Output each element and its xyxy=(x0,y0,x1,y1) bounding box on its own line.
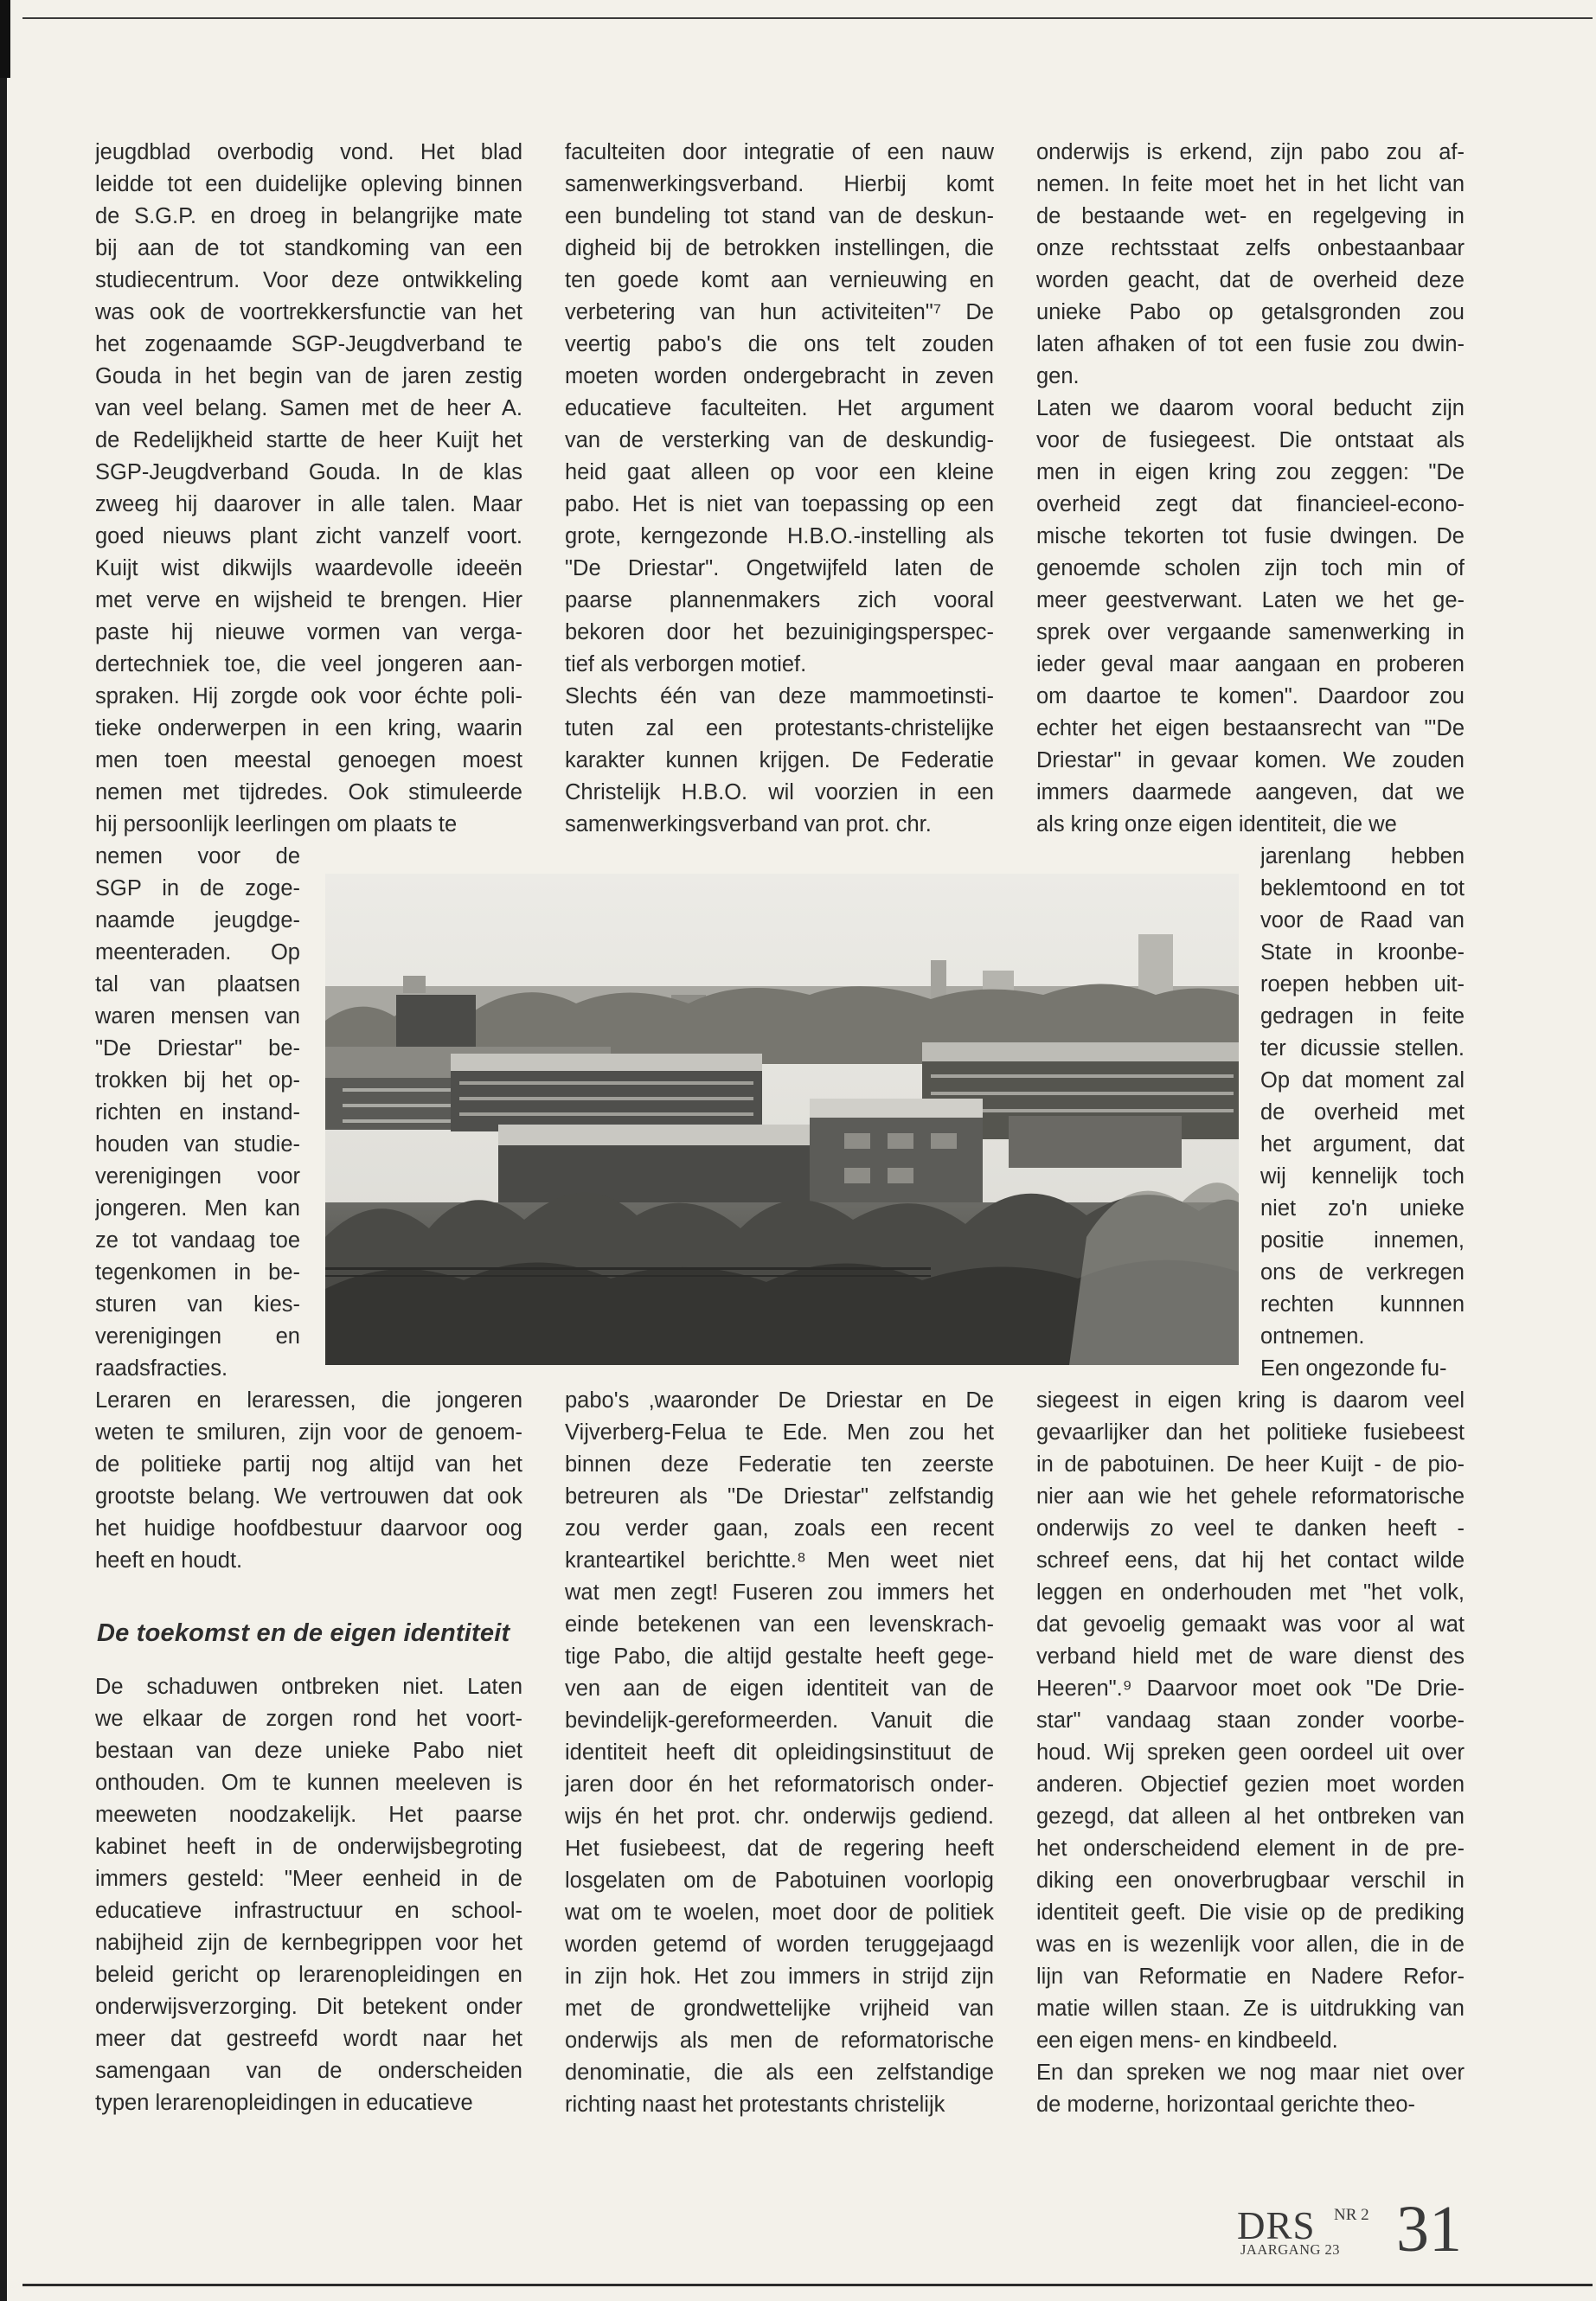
text-line: anderen. Objectief gezien moet worden xyxy=(1036,1772,1465,1797)
section-heading: De toekomst en de eigen identiteit xyxy=(97,1619,510,1647)
text-line: trokken bij het op- xyxy=(95,1068,300,1093)
page-corner-shadow xyxy=(0,0,10,78)
text-line: nier aan wie het gehele reformatorische xyxy=(1036,1484,1465,1509)
text-line: goed nieuws plant zicht vanzelf voort. xyxy=(95,524,522,548)
text-line: positie innemen, xyxy=(1260,1228,1465,1253)
text-line: "De Driestar" be- xyxy=(95,1036,300,1061)
text-line: voor de Raad van xyxy=(1260,908,1465,933)
text-line: dertechniek toe, die veel jongeren aan- xyxy=(95,652,522,676)
text-line: de moderne, horizontaal gerichte theo- xyxy=(1036,2093,1416,2117)
text-line: verband hield met de ware dienst des xyxy=(1036,1644,1465,1669)
text-line: studiecentrum. Voor deze ontwikkeling xyxy=(95,268,522,292)
text-line: losgelaten om de Pabotuinen voorlopig xyxy=(565,1868,994,1893)
text-line: mische tekorten tot fusie dwingen. De xyxy=(1036,524,1465,548)
text-line: samenwerkingsverband. Hierbij komt xyxy=(565,172,994,196)
text-line: tief als verborgen motief. xyxy=(565,652,807,676)
column-1-bottom xyxy=(95,1671,522,2119)
text-line: met verve en wijsheid te brengen. Hier xyxy=(95,588,522,612)
text-line: onthouden. Om te kunnen meeleven is xyxy=(95,1771,522,1795)
text-line: onderwijs als men de reformatorische xyxy=(565,2029,994,2053)
text-line: wij kennelijk toch xyxy=(1260,1164,1465,1189)
text-line: ter dicussie stellen. xyxy=(1260,1036,1465,1061)
text-line: meenteraden. Op xyxy=(95,940,300,965)
text-line: de overheid met xyxy=(1260,1100,1465,1125)
text-line: diking een onoverbrugbaar verschil in xyxy=(1036,1868,1465,1893)
text-line: moeten worden ondergebracht in zeven xyxy=(565,364,994,388)
text-line: heeft en houdt. xyxy=(95,1548,243,1573)
text-line: nemen met tijdredes. Ook stimuleerde xyxy=(95,780,522,804)
text-line: men toen meestal genoegen moest xyxy=(95,748,522,772)
text-line: jarenlang hebben xyxy=(1260,844,1465,868)
text-line: Christelijk H.B.O. wil voorzien in een xyxy=(565,780,994,804)
page-number: 31 xyxy=(1396,2193,1462,2266)
text-line: Driestar" in gevaar komen. We zouden xyxy=(1036,748,1465,772)
text-line: bij aan de tot standkoming van een xyxy=(95,236,522,260)
text-line: het onderscheidend element in de pre- xyxy=(1036,1836,1465,1861)
column-3-top xyxy=(1036,137,1465,841)
text-line: zou verder gaan, zoals een recent xyxy=(565,1516,994,1541)
page-bottom-rule xyxy=(22,2284,1593,2286)
text-line: het huidige hoofdbestuur daarvoor oog xyxy=(95,1516,522,1541)
column-2-bottom xyxy=(565,1385,994,2121)
text-line: matie willen staan. Ze is uitdrukking van xyxy=(1036,1997,1465,2021)
text-line: leggen en onderhouden met "het volk, xyxy=(1036,1580,1465,1605)
text-line: faculteiten door integratie of een nauw xyxy=(565,140,994,164)
text-line: tuten zal een protestants-christelijke xyxy=(565,716,994,740)
text-line: karakter kunnen krijgen. De Federatie xyxy=(565,748,994,772)
text-line: samenwerkingsverband van prot. chr. xyxy=(565,812,932,836)
text-line: grootste belang. We vertrouwen dat ook xyxy=(95,1484,522,1509)
text-line: verbetering van hun activiteiten"⁷ De xyxy=(565,300,994,324)
text-line: echter het eigen bestaansrecht van "'De xyxy=(1036,716,1465,740)
text-line: richting naast het protestants christelijk xyxy=(565,2093,945,2117)
text-line: educatieve faculteiten. Het argument xyxy=(565,396,994,420)
text-line: de politieke partij nog altijd van het xyxy=(95,1452,522,1477)
text-line: was en is wezenlijk voor allen, die in de xyxy=(1036,1932,1465,1957)
text-line: was ook de voortrekkersfunctie van het xyxy=(95,300,522,324)
text-line: van veel belang. Samen met de heer A. xyxy=(95,396,522,420)
text-line: met de grondwettelijke vrijheid van xyxy=(565,1997,994,2021)
text-line: tieke onderwerpen in een kring, waarin xyxy=(95,716,522,740)
text-line: raadsfracties. xyxy=(95,1356,228,1381)
text-line: Het fusiebeest, dat de regering heeft xyxy=(565,1836,994,1861)
text-line: educatieve infrastructuur en school- xyxy=(95,1899,522,1923)
text-line: identiteit heeft dit opleidingsinstituut de xyxy=(565,1740,994,1765)
text-line: nabijheid zijn de kernbegrippen voor het xyxy=(95,1931,522,1955)
text-line: SGP-Jeugdverband Gouda. In de klas xyxy=(95,460,522,484)
text-line: bekoren door het bezuinigingsperspec- xyxy=(565,620,994,644)
text-line: niet zo'n unieke xyxy=(1260,1196,1465,1221)
text-line: laten afhaken of tot een fusie zou dwin- xyxy=(1036,332,1465,356)
text-line: betreuren als "De Driestar" zelfstandig xyxy=(565,1484,994,1509)
text-line: meer geestverwant. Laten we het ge- xyxy=(1036,588,1465,612)
text-line: kabinet heeft in de onderwijsbegroting xyxy=(95,1835,522,1859)
text-line: voor de fusiegeest. Die ontstaat als xyxy=(1036,428,1465,452)
page-top-rule xyxy=(22,17,1593,19)
text-line: jongeren. Men kan xyxy=(95,1196,300,1221)
text-line: een bundeling tot stand van de deskun- xyxy=(565,204,994,228)
text-line: State in kroonbe- xyxy=(1260,940,1465,965)
column-3-bottom xyxy=(1036,1385,1465,2121)
text-line: beleid gericht op lerarenopleidingen en xyxy=(95,1963,522,1987)
text-line: we elkaar de zorgen rond het voort- xyxy=(95,1707,522,1731)
text-line: onze rechtsstaat zelfs onbestaanbaar xyxy=(1036,236,1465,260)
page-footer xyxy=(1237,2193,1497,2266)
text-line: naamde jeugdge- xyxy=(95,908,300,933)
text-line: kranteartikel berichtte.⁸ Men weet niet xyxy=(565,1548,994,1573)
column-1-top xyxy=(95,137,522,841)
text-line: pabo. Het is niet van toepassing op een xyxy=(565,492,994,516)
text-line: nemen. In feite moet het in het licht van xyxy=(1036,172,1465,196)
text-line: wat om te woelen, moet door de politiek xyxy=(565,1900,994,1925)
text-line: immers daarmede aangeven, dat we xyxy=(1036,780,1465,804)
text-line: de Redelijkheid startte de heer Kuijt het xyxy=(95,428,522,452)
campus-photo xyxy=(325,874,1239,1365)
text-line: zweeg hij daarover in alle talen. Maar xyxy=(95,492,522,516)
text-line: verenigingen en xyxy=(95,1324,300,1349)
text-line: in zijn hok. Het zou immers in strijd zijn xyxy=(565,1965,994,1989)
text-line: ven aan de eigen identiteit van de xyxy=(565,1676,994,1701)
column-1-after-photo xyxy=(95,1385,522,1577)
text-line: worden geacht, dat de overheid deze xyxy=(1036,268,1465,292)
text-line: spraken. Hij zorgde ook voor échte poli- xyxy=(95,684,522,708)
text-line: dat gevoelig gemaakt was voor al wat xyxy=(1036,1612,1465,1637)
text-line: beklemtoond en tot xyxy=(1260,876,1465,901)
text-line: houd. Wij spreken geen oordeel uit over xyxy=(1036,1740,1465,1765)
text-line: binnen deze Federatie ten zeerste xyxy=(565,1452,994,1477)
text-line: bevindelijk-gereformeerden. Vanuit die xyxy=(565,1708,994,1733)
text-line: immers gesteld: "Meer eenheid in de xyxy=(95,1867,522,1891)
text-line: richten en instand- xyxy=(95,1100,300,1125)
text-line: denominatie, die als een zelfstandige xyxy=(565,2061,994,2085)
text-line: als kring onze eigen identiteit, die we xyxy=(1036,812,1397,836)
text-line: jeugdblad overbodig vond. Het blad xyxy=(95,140,522,164)
text-line: identiteit geeft. Die visie op de prediking xyxy=(1036,1900,1465,1925)
text-line: Leraren en leraressen, die jongeren xyxy=(95,1388,522,1413)
text-line: En dan spreken we nog maar niet over xyxy=(1036,2061,1465,2085)
text-line: gevaarlijker dan het politieke fusiebeest xyxy=(1036,1420,1465,1445)
text-line: houden van studie- xyxy=(95,1132,300,1157)
text-line: gezegd, dat alleen al het ontbreken van xyxy=(1036,1804,1465,1829)
text-line: ze tot vandaag toe xyxy=(95,1228,300,1253)
text-line: worden getemd of worden teruggejaagd xyxy=(565,1932,994,1957)
text-line: Gouda in het begin van de jaren zestig xyxy=(95,364,522,388)
text-line: ons de verkregen xyxy=(1260,1260,1465,1285)
text-line: sturen van kies- xyxy=(95,1292,300,1317)
text-line: het zogenaamde SGP-Jeugdverband te xyxy=(95,332,522,356)
text-line: rechten kunnnen xyxy=(1260,1292,1465,1317)
text-line: siegeest in eigen kring is daarom veel xyxy=(1036,1388,1465,1413)
text-line: ontnemen. xyxy=(1260,1324,1365,1349)
text-line: tige Pabo, die altijd gestalte heeft gege- xyxy=(565,1644,994,1669)
text-line: Kuijt wist dikwijls waardevolle ideeën xyxy=(95,556,522,580)
text-line: gedragen in feite xyxy=(1260,1004,1465,1029)
text-line: Heeren".⁹ Daarvoor moet ook "De Drie- xyxy=(1036,1676,1465,1701)
text-line: het argument, dat xyxy=(1260,1132,1465,1157)
volume-label: JAARGANG 23 xyxy=(1240,2241,1341,2258)
text-line: Vijverberg-Felua te Ede. Men zou het xyxy=(565,1420,994,1445)
text-line: overheid zegt dat financieel-econo- xyxy=(1036,492,1465,516)
text-line: onderwijs is erkend, zijn pabo zou af- xyxy=(1036,140,1465,164)
text-line: van de versterking van de deskundig- xyxy=(565,428,994,452)
text-line: digheid bij de betrokken instellingen, die xyxy=(565,236,994,260)
text-line: onderwijsverzorging. Dit betekent onder xyxy=(95,1995,522,2019)
issue-number: NR 2 xyxy=(1334,2206,1369,2224)
text-line: "De Driestar". Ongetwijfeld laten de xyxy=(565,556,994,580)
text-line: grote, kerngezonde H.B.O.-instelling als xyxy=(565,524,994,548)
text-line: om daartoe te komen". Daardoor zou xyxy=(1036,684,1465,708)
text-line: ieder geval maar aangaan en proberen xyxy=(1036,652,1465,676)
text-line: de bestaande wet- en regelgeving in xyxy=(1036,204,1465,228)
text-line: paste hij nieuwe vormen van verga- xyxy=(95,620,522,644)
text-line: waren mensen van xyxy=(95,1004,300,1029)
text-line: een eigen mens- en kindbeeld. xyxy=(1036,2029,1338,2053)
text-line: meeweten noodzakelijk. Het paarse xyxy=(95,1803,522,1827)
column-3-wrap xyxy=(1260,841,1465,1385)
text-line: Op dat moment zal xyxy=(1260,1068,1465,1093)
text-line: verenigingen voor xyxy=(95,1164,300,1189)
column-2-top xyxy=(565,137,994,841)
page-left-edge xyxy=(0,0,7,2301)
text-line: heid gaat alleen op voor een kleine xyxy=(565,460,994,484)
text-line: in de pabotuinen. De heer Kuijt - de pio- xyxy=(1036,1452,1465,1477)
text-line: roepen hebben uit- xyxy=(1260,972,1465,997)
text-line: nemen voor de xyxy=(95,844,300,868)
text-line: lijn van Reformatie en Nadere Refor- xyxy=(1036,1965,1465,1989)
text-line: wat men zegt! Fuseren zou immers het xyxy=(565,1580,994,1605)
text-line: Een ongezonde fu- xyxy=(1260,1356,1447,1381)
text-line: SGP in de zoge- xyxy=(95,876,300,901)
text-line: samengaan van de onderscheiden xyxy=(95,2059,522,2083)
text-line: gen. xyxy=(1036,364,1080,388)
text-line: typen lerarenopleidingen in educatieve xyxy=(95,2091,473,2115)
text-line: onderwijs zo veel te danken heeft - xyxy=(1036,1516,1465,1541)
text-line: jaren door én het reformatorisch onder- xyxy=(565,1772,994,1797)
text-line: Laten we daarom vooral beducht zijn xyxy=(1036,396,1465,420)
text-line: men in eigen kring zou zeggen: "De xyxy=(1036,460,1465,484)
text-line: wijs én het prot. chr. onderwijs gediend. xyxy=(565,1804,994,1829)
text-line: einde betekenen van een levenskrach- xyxy=(565,1612,994,1637)
text-line: hij persoonlijk leerlingen om plaats te xyxy=(95,812,458,836)
text-line: schreef eens, dat hij het contact wilde xyxy=(1036,1548,1465,1573)
text-line: meer dat gestreefd wordt naar het xyxy=(95,2027,522,2051)
column-1-wrap xyxy=(95,841,300,1385)
text-line: veertig pabo's die ons telt zouden xyxy=(565,332,994,356)
text-line: leidde tot een duidelijke opleving binnen xyxy=(95,172,522,196)
text-line: pabo's ,waaronder De Driestar en De xyxy=(565,1388,994,1413)
text-line: ten goede komt aan vernieuwing en xyxy=(565,268,994,292)
text-line: de S.G.P. en droeg in belangrijke mate xyxy=(95,204,522,228)
text-line: sprek over vergaande samenwerking in xyxy=(1036,620,1465,644)
text-line: tegenkomen in be- xyxy=(95,1260,300,1285)
text-line: star" vandaag staan zonder voorbe- xyxy=(1036,1708,1465,1733)
text-line: weten te smiluren, zijn voor de genoem- xyxy=(95,1420,522,1445)
text-line: bestaan van deze unieke Pabo niet xyxy=(95,1739,522,1763)
text-line: unieke Pabo op getalsgronden zou xyxy=(1036,300,1465,324)
magazine-name: DRS xyxy=(1237,2204,1316,2247)
text-line: genoemde scholen zijn toch min of xyxy=(1036,556,1465,580)
text-line: paarse plannenmakers zich vooral xyxy=(565,588,994,612)
text-line: De schaduwen ontbreken niet. Laten xyxy=(95,1675,522,1699)
text-line: tal van plaatsen xyxy=(95,972,300,997)
text-line: Slechts één van deze mammoetinsti- xyxy=(565,684,994,708)
